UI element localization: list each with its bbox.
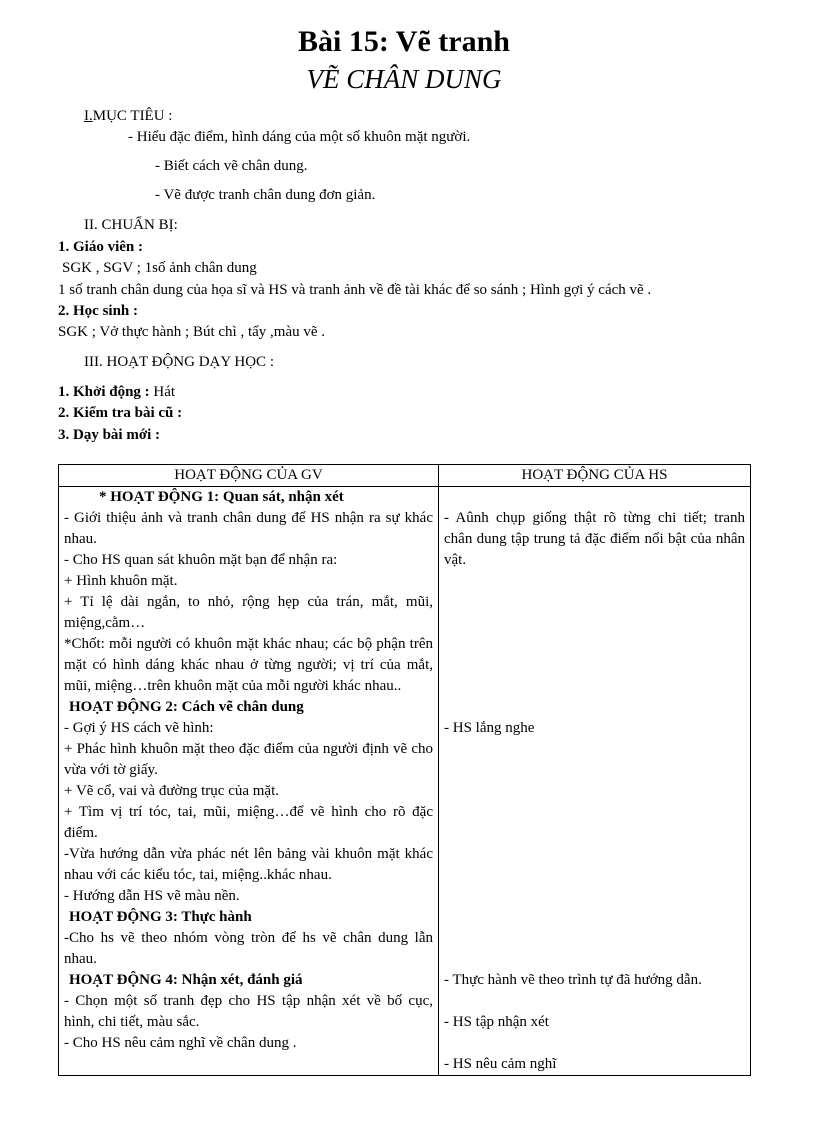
activities-table [58,464,751,1076]
activity-4-heading: HOẠT ĐỘNG 4: Nhận xét, đánh giá [69,972,303,988]
objective-item: - Hiểu đặc điểm, hình dáng của một số khuôn mặt người. [128,129,471,145]
teacher-line: - Chọn một số tranh đẹp cho HS tập nhận xét về bố cục, hình, chi tiết, màu sắc. [64,993,433,1030]
objectives-heading: I.MỤC TIÊU : [84,108,173,124]
teacher-line: -Vừa hướng dẫn vừa phác nét lên bảng vài khuôn mặt khác nhau với các kiểu tóc, tai, miệng..khác nhau. [64,846,433,883]
teacher-line: SGK , SGV ; 1số ảnh chân dung [62,260,257,276]
student-response: - HS tập nhận xét [444,1014,549,1030]
teacher-line: - Hướng dẫn HS vẽ màu nền. [64,888,240,904]
teacher-activities-cell [59,487,439,1076]
teacher-line: + Tìm vị trí tóc, tai, mũi, miệng…để vẽ hình cho rõ đặc điểm. [64,804,433,841]
student-response: - HS lắng nghe [444,720,535,736]
step-new-lesson: 3. Dạy bài mới : [58,427,161,443]
preparation-heading: II. CHUẨN BỊ: [84,217,178,233]
activity-2-heading: HOẠT ĐỘNG 2: Cách vẽ chân dung [69,699,304,715]
teacher-line: -Cho hs vẽ theo nhóm vòng tròn để hs vẽ chân dung lẫn nhau. [64,930,433,967]
teacher-line: 1 số tranh chân dung của họa sĩ và HS và tranh ảnh về đề tài khác để so sánh ; Hình gợi ý cách vẽ . [58,282,652,298]
step-start: 1. Khởi động : Hát [58,384,176,400]
objective-item: - Biết cách vẽ chân dung. [155,158,308,174]
activity-1-heading: * HOẠT ĐỘNG 1: Quan sát, nhận xét [99,489,344,505]
teacher-line: + Hình khuôn mặt. [64,573,178,589]
teacher-line: - Cho HS quan sát khuôn mặt bạn để nhận ra: [64,552,338,568]
student-response: - HS nêu cảm nghĩ [444,1056,557,1072]
activity-3-heading: HOẠT ĐỘNG 3: Thực hành [69,909,252,925]
teacher-line: - Giới thiệu ảnh và tranh chân dung để HS nhận ra sự khác nhau. [64,510,433,547]
student-response: - Thực hành vẽ theo trình tự đã hướng dẫn. [444,972,702,988]
teacher-line: + Phác hình khuôn mặt theo đặc điểm của người định vẽ cho vừa với tờ giấy. [64,741,433,778]
step-review: 2. Kiểm tra bài cũ : [58,405,183,421]
header-student-activities: HOẠT ĐỘNG CỦA HS [439,465,751,487]
teacher-line: + Vẽ cổ, vai và đường trục của mặt. [64,783,280,799]
student-activities-cell [439,487,751,1076]
teacher-line: - Gợi ý HS cách vẽ hình: [64,720,214,736]
teacher-line: *Chốt: mỗi người có khuôn mặt khác nhau; các bộ phận trên mặt có hình dáng khác nhau ở từng người; vị trí của mắt, mũi, miệng…trên khuôn mặt của mỗi người khác nhau.. [64,636,433,694]
activities-heading: III. HOẠT ĐỘNG DẠY HỌC : [84,354,274,370]
student-label: 2. Học sinh : [58,303,139,319]
teacher-label: 1. Giáo viên : [58,239,143,255]
header-teacher-activities: HOẠT ĐỘNG CỦA GV [59,465,439,487]
student-line: SGK ; Vở thực hành ; Bút chì , tẩy ,màu vẽ . [58,324,326,340]
lesson-title: Bài 15: Vẽ tranh [298,25,510,58]
objective-item: - Vẽ được tranh chân dung đơn giản. [155,187,376,203]
teacher-line: - Cho HS nêu cảm nghĩ về chân dung . [64,1035,297,1051]
lesson-subtitle: VẼ CHÂN DUNG [306,64,502,94]
teacher-line: + Tỉ lệ dài ngắn, to nhỏ, rộng hẹp của trán, mắt, mũi, miệng,cằm… [64,594,433,631]
student-response: - Aûnh chụp giống thật rõ từng chi tiết; tranh chân dung tập trung tả đặc điểm nổi bật của nhân vật. [444,510,745,568]
